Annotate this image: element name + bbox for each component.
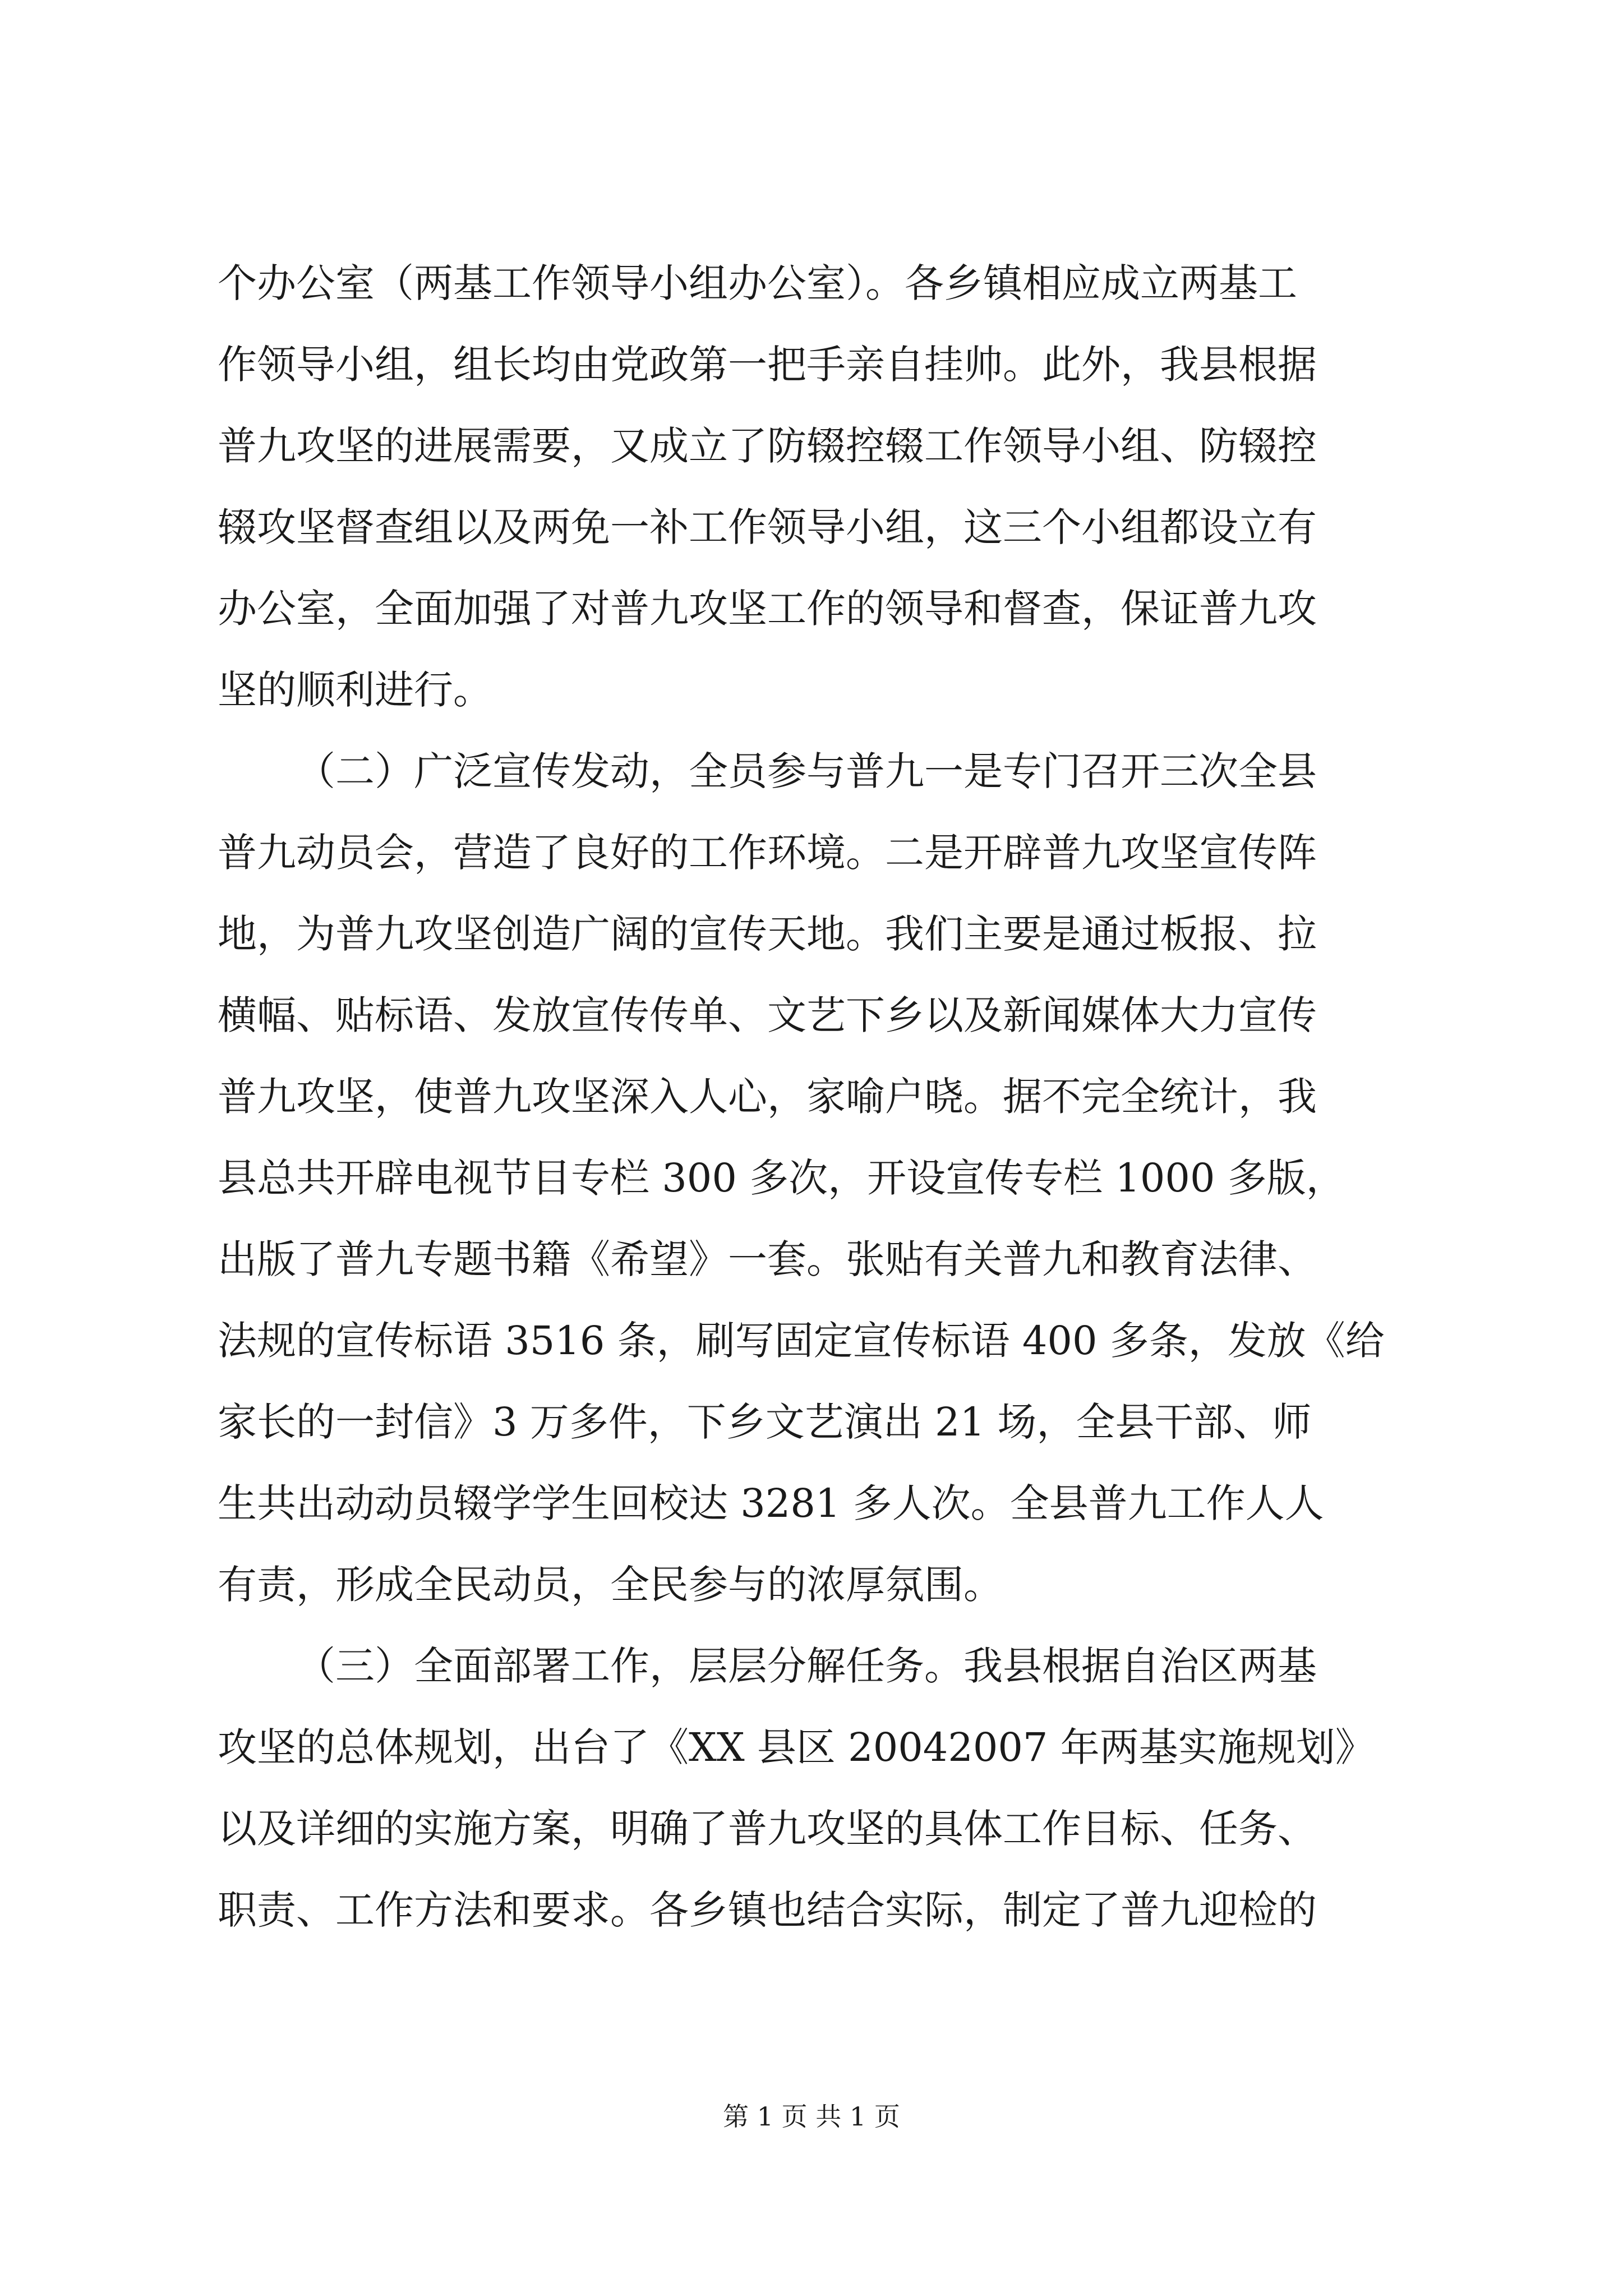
paragraph-heading-2: （二）广泛宣传发动，全员参与普九一是专门召开三次全县 [296, 748, 1317, 794]
text-line: 地，为普九攻坚创造广阔的宣传天地。我们主要是通过板报、拉 [218, 911, 1317, 957]
text-line: 坚的顺利进行。 [218, 667, 492, 713]
text-line: 普九攻坚的进展需要，又成立了防辍控辍工作领导小组、防辍控 [218, 423, 1317, 469]
text-line: 职责、工作方法和要求。各乡镇也结合实际，制定了普九迎检的 [218, 1887, 1317, 1933]
text-line: 家长的一封信》3 万多件，下乡文艺演出 21 场，全县干部、师 [218, 1399, 1312, 1445]
text-line: 作领导小组，组长均由党政第一把手亲自挂帅。此外，我县根据 [218, 342, 1317, 388]
text-line: 生共出动动员辍学学生回校达 3281 多人次。全县普九工作人人 [218, 1480, 1324, 1526]
paragraph-heading-3: （三）全面部署工作，层层分解任务。我县根据自治区两基 [296, 1643, 1317, 1689]
text-line: 县总共开辟电视节目专栏 300 多次，开设宣传专栏 1000 多版， [218, 1155, 1345, 1201]
page-footer: 第 1 页 共 1 页 [723, 2101, 900, 2132]
text-line: 办公室，全面加强了对普九攻坚工作的领导和督查，保证普九攻 [218, 586, 1317, 632]
text-line: 横幅、贴标语、发放宣传传单、文艺下乡以及新闻媒体大力宣传 [218, 992, 1317, 1038]
text-line: 普九动员会，营造了良好的工作环境。二是开辟普九攻坚宣传阵 [218, 830, 1317, 876]
text-line: 有责，形成全民动员，全民参与的浓厚氛围。 [218, 1562, 1003, 1608]
text-line: 出版了普九专题书籍《希望》一套。张贴有关普九和教育法律、 [218, 1236, 1317, 1282]
text-line: 法规的宣传标语 3516 条，刷写固定宣传标语 400 多条，发放《给 [218, 1318, 1385, 1364]
text-line: 辍攻坚督查组以及两免一补工作领导小组，这三个小组都设立有 [218, 504, 1317, 550]
text-line: 攻坚的总体规划，出台了《XX 县区 20042007 年两基实施规划》 [218, 1724, 1375, 1770]
text-line: 以及详细的实施方案，明确了普九攻坚的具体工作目标、任务、 [218, 1806, 1317, 1852]
text-line: 个办公室（两基工作领导小组办公室）。各乡镇相应成立两基工 [218, 260, 1297, 306]
text-line: 普九攻坚，使普九攻坚深入人心，家喻户晓。据不完全统计，我 [218, 1074, 1317, 1120]
